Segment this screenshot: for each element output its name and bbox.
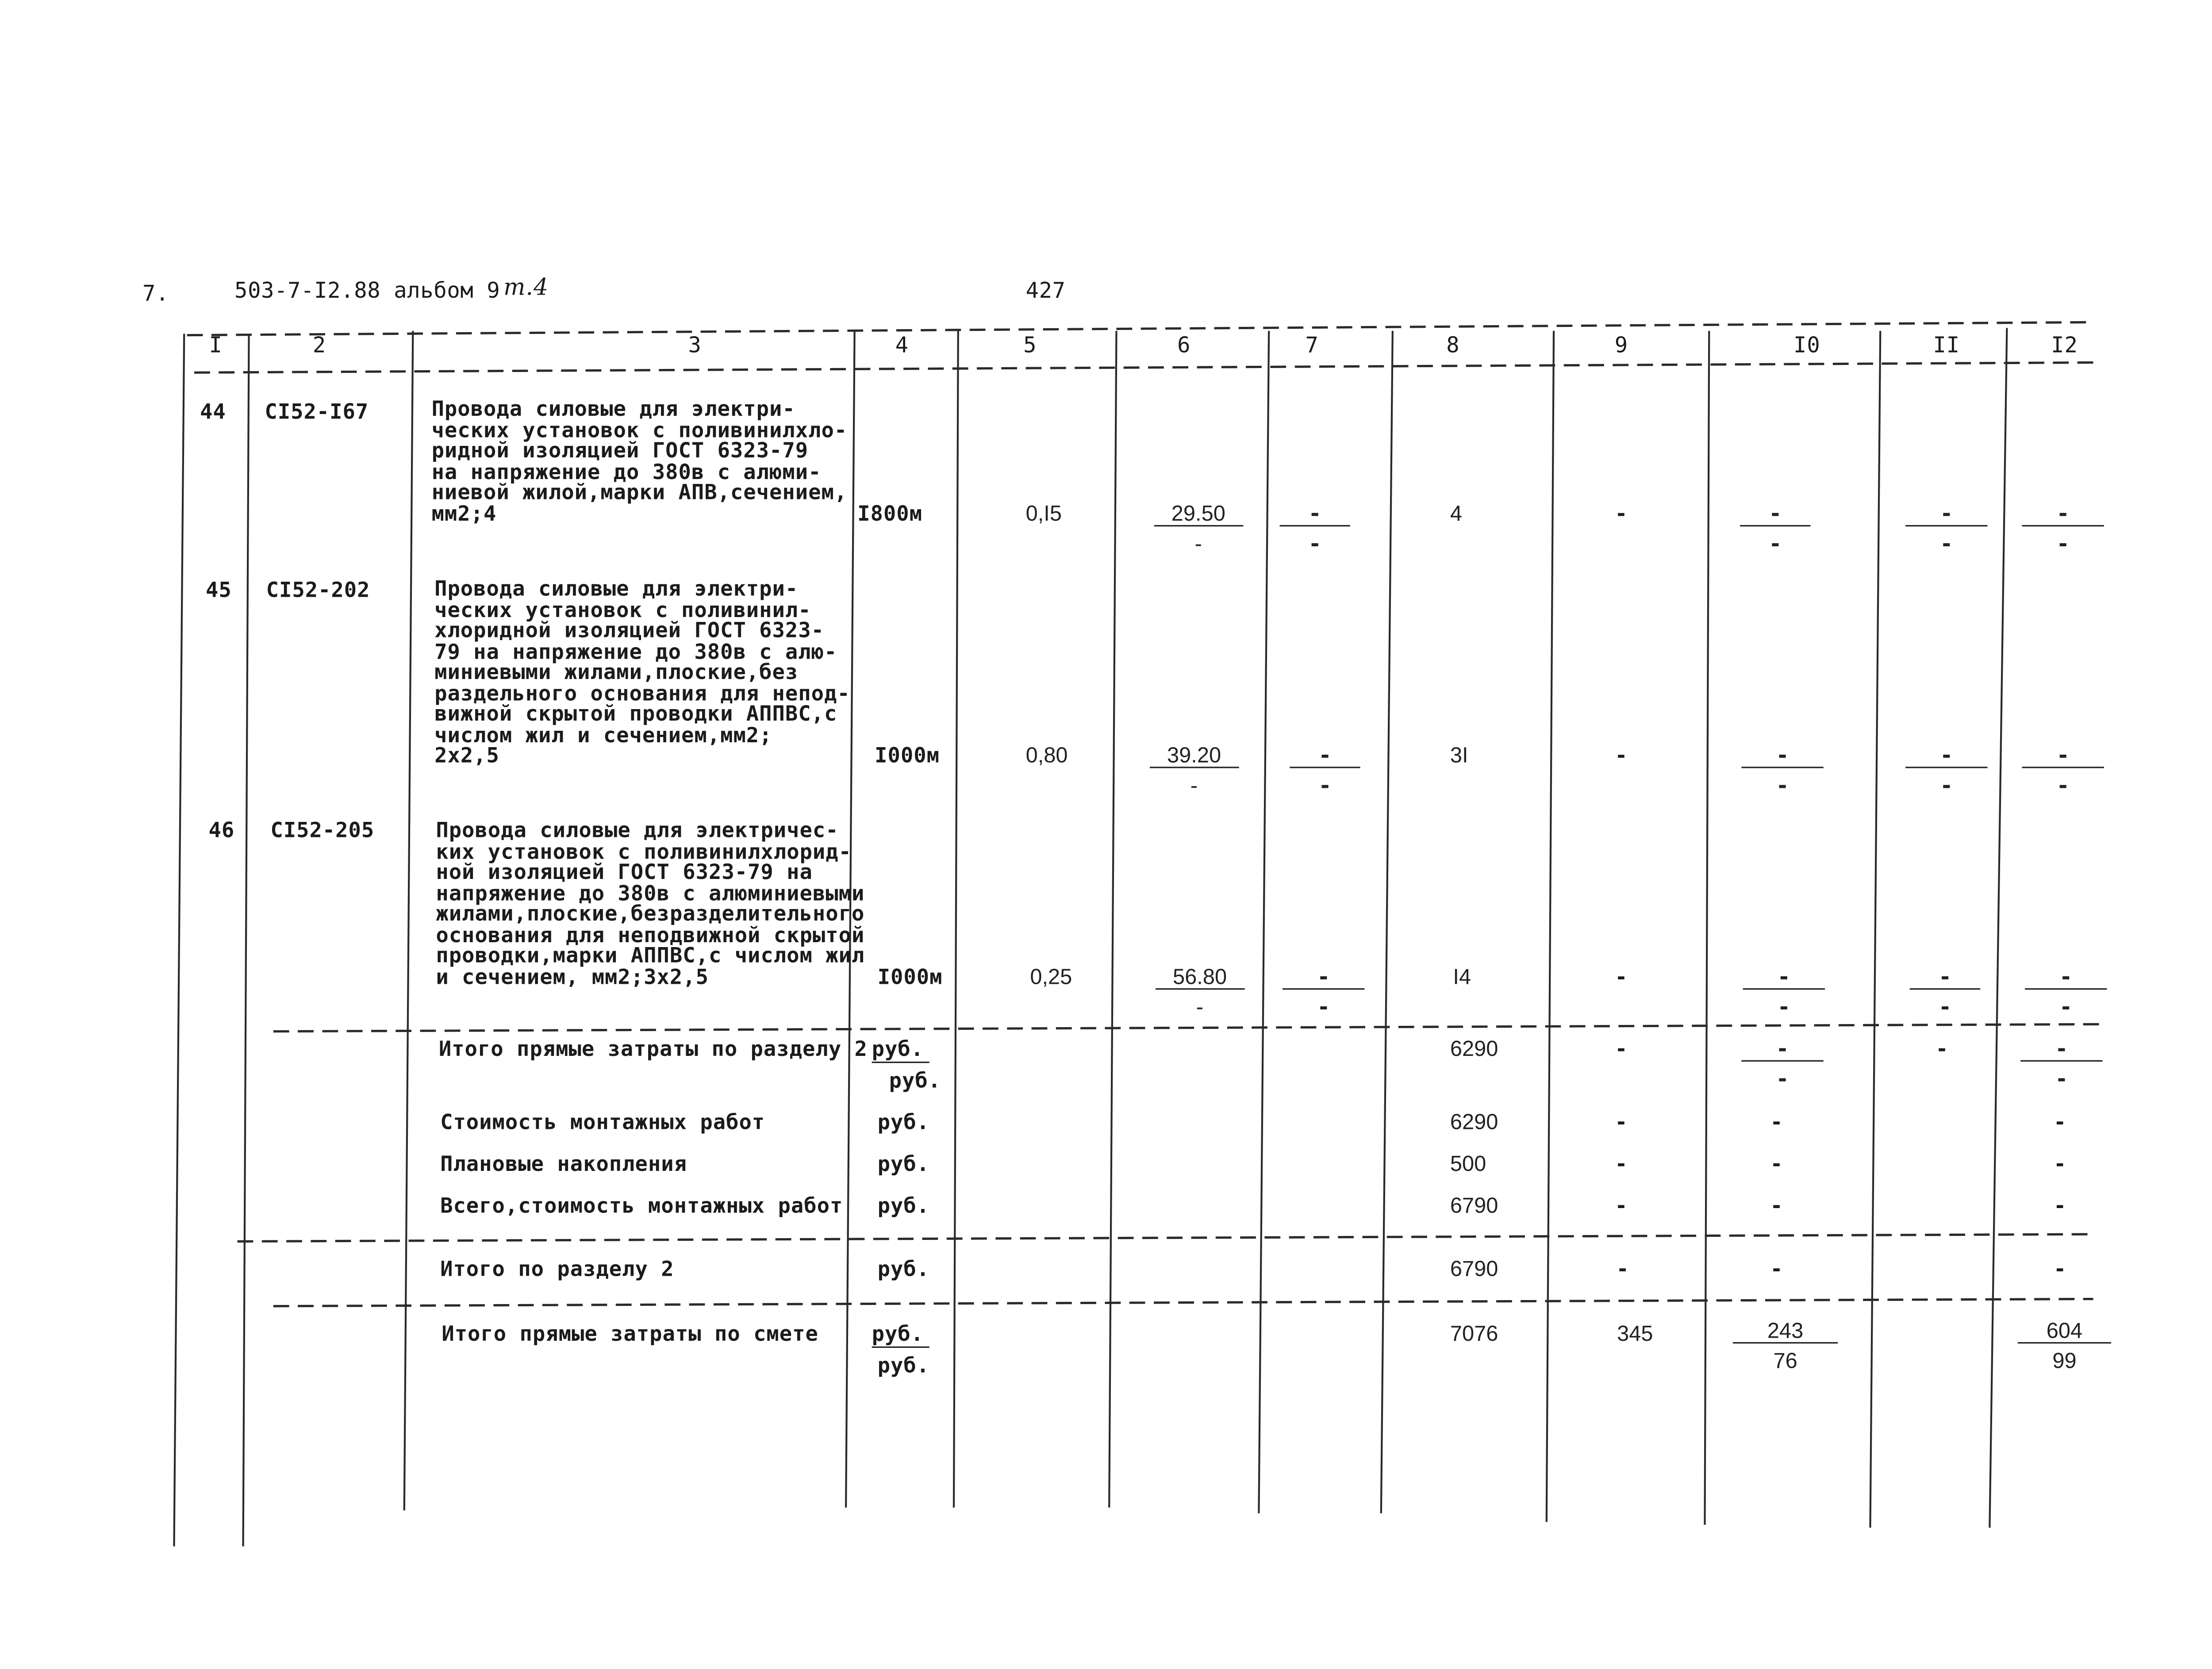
fraction-denominator: 99: [2052, 1349, 2077, 1374]
unit: руб.: [877, 1195, 930, 1219]
col8-value: 7076: [1450, 1322, 1498, 1347]
column-divider-9-10: [1705, 331, 1709, 1525]
col11-fraction: [1905, 500, 1987, 557]
column-divider-7-8: [1381, 331, 1393, 1513]
total-label: Всего,стоимость монтажных работ: [440, 1195, 843, 1219]
column-divider-6-7: [1259, 331, 1269, 1513]
unit: руб.: [877, 1154, 930, 1177]
fraction-denominator: -: [2056, 530, 2070, 557]
col6-fraction: [1150, 745, 1238, 797]
fraction-numerator: -: [2022, 745, 2104, 768]
col12-fraction: [2018, 1320, 2111, 1372]
item-description: Провода силовые для электри- ческих установок с поливинил- хлоридной изоляцией ГОСТ 6323- 79 на напряжение до 380в с алю- миниевыми жилами,плоские,без раздельного основания для непод- вижной скрытой проводки АППВС,с числом жил и сечением,мм2; 2х2,5: [434, 578, 850, 769]
col8-value: 6290: [1450, 1037, 1498, 1062]
fraction-denominator: -: [1776, 1066, 1789, 1092]
fraction-denominator: -: [1308, 530, 1321, 557]
item-code: СI52-I67: [265, 401, 369, 425]
fraction-denominator: -: [1777, 994, 1791, 1020]
col8-value: 4: [1450, 502, 1463, 527]
sheet-number: 7.: [142, 280, 169, 307]
col12-value: -: [2054, 1195, 2067, 1219]
total-label: Плановые накопления: [440, 1154, 687, 1177]
total-label: Стоимость монтажных работ: [440, 1112, 765, 1135]
col9-value: -: [1615, 745, 1628, 768]
col8-value: 3I: [1450, 744, 1468, 768]
column-header-7: 7: [1305, 332, 1319, 358]
col7-fraction: [1290, 742, 1360, 798]
column-header-12: I2: [2051, 332, 2078, 358]
dashed-rule-items-end: [273, 1024, 2103, 1031]
column-divider-11-12: [1989, 328, 2007, 1527]
row-number: 46: [208, 820, 235, 843]
col12-fraction: [2025, 963, 2107, 1020]
fraction-denominator: -: [1318, 772, 1332, 798]
column-divider-2-3: [404, 331, 413, 1511]
col6-fraction: [1154, 503, 1243, 555]
column-header-3: 3: [688, 332, 702, 358]
col9-value: -: [1615, 1038, 1628, 1062]
col8-value: 6790: [1450, 1194, 1498, 1219]
col12-value: -: [2054, 1258, 2067, 1282]
fraction-numerator: 56.80: [1156, 967, 1244, 990]
col10-value: -: [1770, 1154, 1783, 1177]
col7-fraction: [1280, 500, 1350, 557]
col9-value: -: [1615, 1195, 1628, 1219]
col7-fraction: [1283, 963, 1364, 1020]
col12-fraction: [2022, 500, 2104, 557]
fraction-denominator: -: [1938, 994, 1952, 1020]
fraction-denominator: -: [2056, 772, 2070, 798]
quantity: 0,I5: [1025, 502, 1062, 527]
fraction-numerator: -: [1740, 503, 1810, 526]
column-header-5: 5: [1023, 332, 1037, 358]
col10-fraction: [1741, 1036, 1823, 1092]
col10-fraction: [1733, 1320, 1838, 1372]
column-divider-10-11: [1870, 331, 1880, 1528]
row-number: 44: [200, 401, 226, 425]
fraction-numerator: -: [1905, 745, 1987, 768]
unit: руб.: [877, 1112, 930, 1135]
unit: [872, 1040, 929, 1061]
fraction-numerator: -: [1743, 967, 1825, 990]
unit: I000м: [877, 967, 943, 990]
fraction-denominator: -: [1940, 530, 1953, 557]
fraction-numerator: -: [1280, 503, 1350, 526]
fraction-numerator: 243: [1733, 1320, 1838, 1343]
table-left-border: [174, 334, 184, 1546]
column-divider-4-5: [954, 331, 958, 1508]
col10-fraction: [1741, 742, 1823, 798]
col10-fraction: [1740, 500, 1810, 557]
volume-note: т.4: [503, 273, 549, 301]
column-header-2: 2: [312, 332, 326, 358]
col12-value: -: [2054, 1112, 2067, 1135]
col10-fraction: [1743, 963, 1825, 1020]
column-header-11: II: [1933, 332, 1960, 358]
total-label: Итого прямые затраты по разделу 2: [438, 1038, 868, 1062]
fraction-denominator: -: [1317, 994, 1330, 1020]
col8-value: 6290: [1450, 1110, 1498, 1135]
quantity: 0,80: [1025, 744, 1068, 768]
column-header-9: 9: [1614, 332, 1628, 358]
fraction-denominator: 76: [1773, 1349, 1797, 1374]
col12-fraction: [2020, 1036, 2102, 1092]
column-header-10: I0: [1793, 332, 1820, 358]
column-header-4: 4: [895, 332, 909, 358]
col9-value: 345: [1617, 1322, 1653, 1347]
unit: [872, 1325, 929, 1346]
dashed-rule-section-end: [238, 1234, 2093, 1241]
fraction-denominator: -: [1769, 530, 1782, 557]
item-code: СI52-205: [270, 820, 375, 843]
total-label: Итого по разделу 2: [440, 1258, 674, 1282]
col8-value: 6790: [1450, 1257, 1498, 1282]
col9-value: -: [1615, 967, 1628, 990]
fraction-denominator: -: [1196, 995, 1204, 1020]
fraction-denominator: -: [1190, 774, 1198, 798]
col8-value: I4: [1453, 965, 1471, 990]
column-header-8: 8: [1446, 332, 1460, 358]
col9-value: -: [1616, 1258, 1629, 1282]
fraction-denominator: -: [2055, 1066, 2068, 1092]
col10-value: -: [1770, 1195, 1783, 1219]
fraction-numerator: -: [2022, 503, 2104, 526]
col12-value: -: [2054, 1154, 2067, 1177]
document-code: 503-7-I2.88 альбом 9: [234, 277, 500, 304]
item-description: Провода силовые для электри- ческих установок с поливинилхло- ридной изоляцией ГОСТ 6323-79 на напряжение до 380в с алюми- ниевой жилой,марки АПВ,сечением, мм2;4: [431, 398, 848, 526]
col6-fraction: [1156, 967, 1244, 1018]
col10-value: -: [1770, 1258, 1783, 1282]
unit-top: руб.: [872, 1324, 929, 1348]
fraction-numerator: -: [2025, 967, 2107, 990]
col11-value: -: [1936, 1038, 1949, 1062]
fraction-numerator: 39.20: [1150, 745, 1238, 768]
column-divider-5-6: [1109, 331, 1116, 1508]
quantity: 0,25: [1030, 965, 1072, 990]
column-header-1: I: [209, 332, 223, 358]
page-number: 427: [1025, 277, 1066, 304]
dashed-rule-section-total: [273, 1299, 2093, 1306]
unit-bottom: руб.: [877, 1355, 930, 1378]
unit: руб.: [877, 1258, 930, 1282]
fraction-numerator: 604: [2018, 1320, 2111, 1343]
unit: I000м: [875, 745, 940, 768]
col8-value: 500: [1450, 1152, 1486, 1177]
col9-value: -: [1615, 1112, 1628, 1135]
column-header-6: 6: [1177, 332, 1191, 358]
col9-value: -: [1615, 1154, 1628, 1177]
dashed-rule-header-bottom: [194, 362, 2093, 372]
col12-fraction: [2022, 742, 2104, 798]
col10-value: -: [1770, 1112, 1783, 1135]
unit-top: руб.: [872, 1039, 929, 1063]
column-divider-1-2: [243, 334, 249, 1546]
fraction-numerator: -: [1905, 503, 1987, 526]
fraction-denominator: -: [1940, 772, 1953, 798]
col11-fraction: [1910, 963, 1980, 1020]
column-divider-8-9: [1547, 331, 1554, 1522]
fraction-numerator: -: [1910, 967, 1980, 990]
fraction-denominator: -: [1194, 532, 1202, 557]
item-description: Провода силовые для электричес- ких установок с поливинилхлорид- ной изоляцией ГОСТ 6323-79 на напряжение до 380в с алюминиевыми жилами,плоские,безразделительного основания для неподвижной скрытой проводки,марки АППВС,с числом жил и сечением, мм2;3х2,5: [436, 820, 865, 990]
total-label: Итого прямые затраты по смете: [442, 1323, 818, 1347]
item-code: СI52-202: [266, 579, 370, 603]
row-number: 45: [206, 579, 232, 603]
unit: I800м: [857, 503, 922, 527]
unit-bottom: руб.: [889, 1070, 941, 1093]
col11-fraction: [1905, 742, 1987, 798]
fraction-denominator: -: [2059, 994, 2073, 1020]
fraction-numerator: -: [1741, 1039, 1823, 1062]
fraction-numerator: -: [1283, 967, 1364, 990]
fraction-numerator: -: [2020, 1039, 2102, 1062]
fraction-denominator: -: [1776, 772, 1789, 798]
fraction-numerator: -: [1741, 745, 1823, 768]
fraction-numerator: -: [1290, 745, 1360, 768]
col9-value: -: [1615, 503, 1628, 527]
fraction-numerator: 29.50: [1154, 503, 1243, 526]
